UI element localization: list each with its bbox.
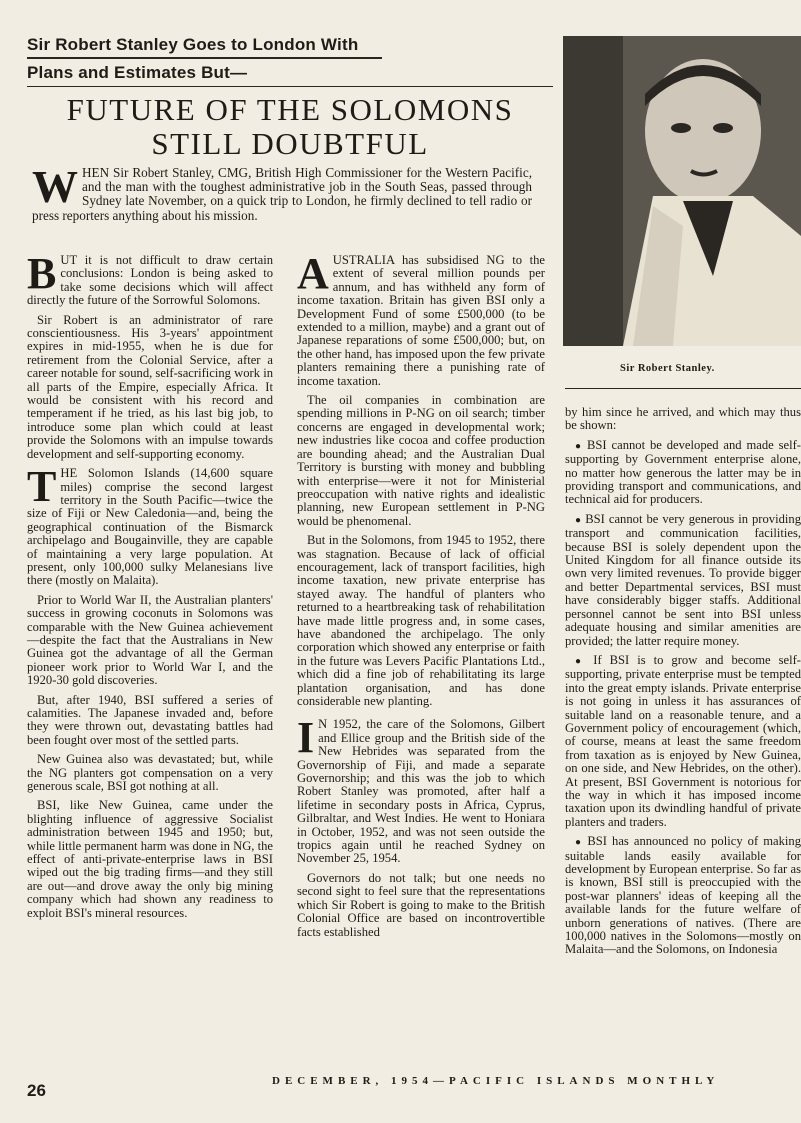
portrait-figure-icon xyxy=(563,36,801,346)
headline-line-1: FUTURE OF THE SOLOMONS xyxy=(66,92,514,127)
col1-p1-text: UT it is not difficult to draw certain conclusions: London is being asked to take some decisions which will affect directly the future of the Sorrowful Solomons. xyxy=(27,253,273,308)
col1-paragraph: But, after 1940, BSI suffered a series of calamities. The Japanese invaded and, before they were thrown out, devastating battles had been fought over most of the settled parts. xyxy=(27,692,273,747)
column-1 xyxy=(27,249,273,926)
column-2 xyxy=(297,249,545,945)
col2-paragraph: The oil companies in combination are spending millions in P-NG on oil search; timber concerns are engaged in developmental work; new industries like cocoa and coffee production are bounding ahead; and the Australian Dual Territory is bursting with money and bubbling with enterprise—were it not for Ministerial preoccupation with native rights and idealistic planning, new European settlement in P-NG would be phenomenal. xyxy=(297,393,545,528)
col1-paragraph: Sir Robert is an administrator of rare conscientiousness. His 3-years' appointment expires in mid-1955, when he is due for retirement from the Colonial Service, after a career notable for sound, self-sacrificing work in all parts of the Empire, especially Africa. It would be consistent with his record and temperament if he tried, as his last big job, to introduce some plan which could at least provide the Solomons with an impulse towards development and self-supporting economy. xyxy=(27,312,273,461)
col1-p3-text: HE Solomon Islands (14,600 square miles) comprise the second largest territory in the South Pacific—twice the size of Fiji or New Caledonia—and, being the geographical continuation of the Bismarck archipelago and Bougainville, they are capable of maintaining a very large population. At present, only 100,000 sulky Melanesians live there (mostly on Malaita). xyxy=(27,466,273,588)
lead-paragraph xyxy=(32,161,532,223)
kicker-line-2: Plans and Estimates But— xyxy=(27,63,248,82)
kicker-rule xyxy=(27,57,382,59)
photo-caption: Sir Robert Stanley. xyxy=(620,363,715,374)
col1-paragraph: Prior to World War II, the Australian planters' success in growing coconuts in Solomons was comparable with the New Guinea achievement—despite the fact that the Australians in New Guinea got the advantage of all the German pioneer work prior to World War I, and the 1920-30 gold discoveries. xyxy=(27,592,273,688)
lead-text: HEN Sir Robert Stanley, CMG, British High Commissioner for the Western Pacific, and the man with the toughest administrative job in the South Seas, passed through Sydney late November, on a quick trip to London, he firmly declined to tell radio or press reporters anything about his mission. xyxy=(32,165,532,223)
page-number: 26 xyxy=(27,1081,46,1100)
col2-drop-cap: A xyxy=(297,249,329,298)
column-3 xyxy=(565,406,801,1056)
col1-paragraph: BSI, like New Guinea, came under the blighting influence of aggressive Socialist administration between 1945 and 1950; but, while little permanent harm was done in NG, the effect of anti-private-enterprise laws in BSI wiped out the big trading firms—and they still are out—and drove away the only big mining company which had shown any readiness to exploit BSI's mineral resources. xyxy=(27,798,273,920)
col2-paragraph: But in the Solomons, from 1945 to 1952, there was stagnation. Because of lack of official encouragement, lack of transport facilities, high income taxation, new private enterprise has stayed away. The handful of planters who returned to a heartbreaking task of rehabilitation have made little progress and, in some cases, have abandoned the archipelago. The only corporation which showed any enterprise or faith in the future was Levers Pacific Plantations Ltd., which did a fine job of rehabilitating its large plantation organisation, and has done considerable new planting. xyxy=(297,533,545,708)
col2-p1-text: USTRALIA has subsidised NG to the extent of several million pounds per annum, and has withheld any form of income taxation. Britain has given BSI only a Development Fund of some £500,000 (to be extended to a million, maybe) and a grant out of Japanese reparations of some £500,000; but, on the other hand, has imposed upon the few private planters remaining there a punishing rate of income taxation. xyxy=(297,253,545,388)
col3-bullet-paragraph: ● If BSI is to grow and become self-supporting, private enterprise must be tempted into the great empty islands. Private enterprise is not going in unless it has assurances of suitable land on a reasonable tenure, and a Government policy of encouragement (which, of course, means at least the same freedom from taxation as is enjoyed by New Guinea, on one side, and New Hebrides, on the other). At present, BSI Government is notorious for the way in which it has imposed income taxation upon its dwindling handful of private planters and traders. xyxy=(565,654,801,829)
col2-paragraph xyxy=(297,713,545,866)
col3-paragraph: by him since he arrived, and which may thus be shown: xyxy=(565,406,801,433)
caption-rule xyxy=(565,388,801,389)
portrait-photo xyxy=(563,36,801,346)
col3-bullet-paragraph: ● BSI cannot be very generous in providing transport and communication facilities, because BSI is solely dependent upon the United Kingdom for all finance outside its own very limited revenues. To provide bigger and better Departmental services, BSI must have considerably bigger staffs. Additional personnel cannot be sent into BSI unless adequate housing and similar amenities are provided; the latter require money. xyxy=(565,513,801,648)
col2-p4-text: N 1952, the care of the Solomons, Gilbert and Ellice group and the British side of the New Hebrides was separated from the Governorship of Fiji, and made a separate Governorship; and this was the job to which Robert Stanley was promoted, after half a lifetime in secondary posts in Africa, Cyprus, Gilbraltar, and West Indies. He went to Honiara in October, 1952, and was not seen outside the tropics again until he reached Sydney on November 25, 1954. xyxy=(297,717,545,866)
col1-drop-cap-2: T xyxy=(27,462,57,512)
col2-drop-cap-2: I xyxy=(297,713,315,763)
header-rule xyxy=(27,86,553,87)
kicker-line-1: Sir Robert Stanley Goes to London With xyxy=(27,35,359,54)
col1-paragraph xyxy=(27,249,273,308)
lead-drop-cap: W xyxy=(32,161,78,212)
col3-bullet-paragraph: ● BSI cannot be developed and made self-supporting by Government enterprise alone, no matter how generous the latter may be in providing transport and communications, and technical aid for producers. xyxy=(565,439,801,507)
col1-paragraph: New Guinea also was devastated; but, while the NG planters got compensation on a very generous scale, BSI got nothing at all. xyxy=(27,752,273,794)
running-footer: DECEMBER, 1954—PACIFIC ISLANDS MONTHLY xyxy=(272,1075,720,1087)
col2-paragraph: Governors do not talk; but one needs no second sight to feel sure that the representations which Sir Robert is going to make to the British Colonial Office are based on incontrovertible facts established xyxy=(297,870,545,939)
col1-drop-cap: B xyxy=(27,249,57,298)
col1-paragraph xyxy=(27,462,273,588)
col2-paragraph xyxy=(297,249,545,388)
col3-bullet-paragraph: ● BSI has announced no policy of making suitable lands easily available for development by European enterprise. So far as is known, BSI still is preoccupied with the post-war planners' ideas of keeping all the available lands for the future welfare of unborn generations of natives. (There are 100,000 natives in the Solomons—mostly on Malaita—and the Solomons, on Indonesia xyxy=(565,835,801,957)
headline-line-2: STILL DOUBTFUL xyxy=(151,126,429,161)
